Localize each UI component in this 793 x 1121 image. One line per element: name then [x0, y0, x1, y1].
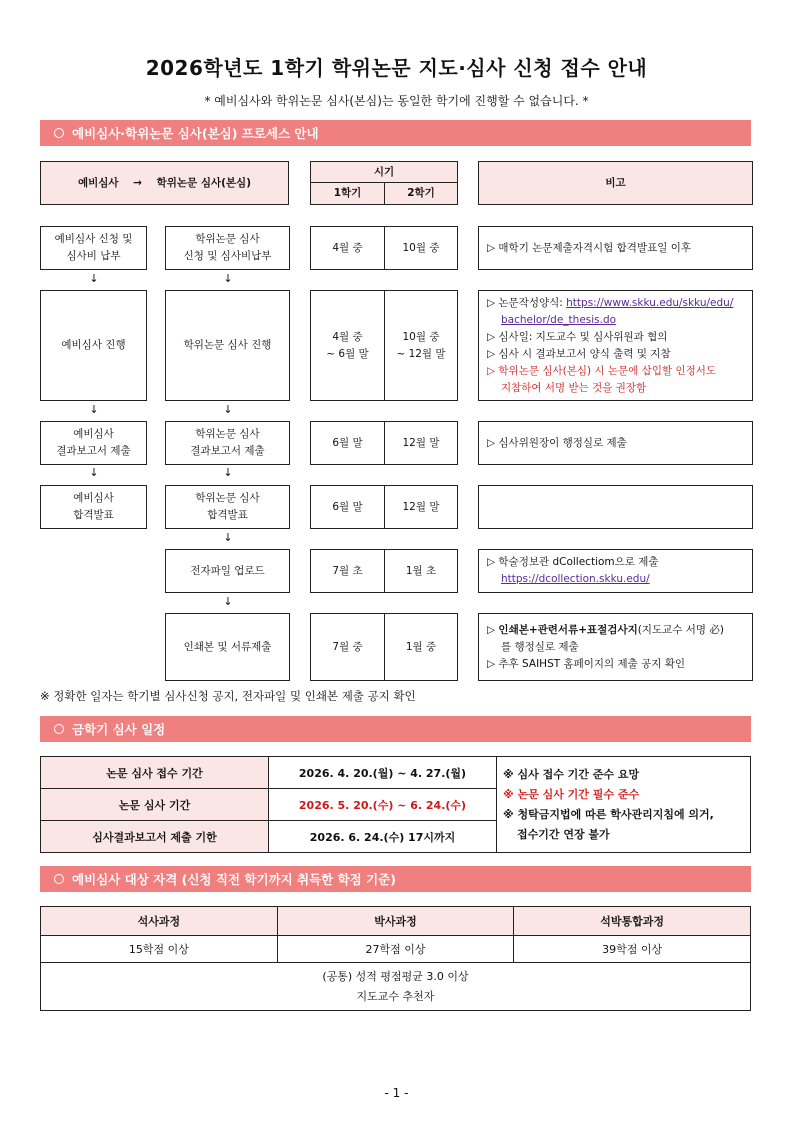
- schedule-note: 접수기간 연장 불가: [517, 827, 610, 841]
- step5-sem2: 1월 초: [384, 549, 458, 593]
- header-sem2: 2학기: [384, 182, 458, 205]
- step-main-apply: 학위논문 심사 신청 및 심사비납부: [165, 226, 290, 270]
- schedule-table: [40, 756, 751, 853]
- qualification-value: 39학점 이상: [514, 936, 751, 963]
- step-main-progress: 학위논문 심사 진행: [165, 290, 290, 401]
- section-title: 금학기 심사 일정: [72, 722, 166, 737]
- note-line: ▷ 학술정보관 dCollectiom으로 제출: [487, 556, 659, 568]
- step6-note: [478, 613, 753, 681]
- step1-sem1: 4월 중: [310, 226, 385, 270]
- qualification-table: [40, 906, 751, 1011]
- down-arrow-icon: ↓: [223, 403, 233, 416]
- qualification-value: 15학점 이상: [41, 936, 278, 963]
- note-text: ▷: [487, 624, 499, 636]
- note-text: ▷ 논문작성양식:: [487, 297, 567, 309]
- dcollection-link[interactable]: https://dcollection.skku.edu/: [501, 573, 650, 585]
- down-arrow-icon: ↓: [223, 531, 233, 544]
- header-flow: [40, 161, 289, 205]
- step2-note: [478, 290, 753, 401]
- note-line-emphasis: 지참하여 서명 받는 것을 권장함: [501, 382, 647, 394]
- schedule-label: 논문 심사 기간: [41, 789, 269, 821]
- schedule-label: 심사결과보고서 제출 기한: [41, 821, 269, 853]
- qualification-common: [41, 963, 751, 1011]
- common-requirement: 지도교수 추천자: [356, 989, 435, 1003]
- down-arrow-icon: ↓: [89, 403, 99, 416]
- page-subtitle: * 예비심사와 학위논문 심사(본심)는 동일한 학기에 진행할 수 없습니다. *: [204, 94, 589, 108]
- header-flow-text: 예비심사 → 학위논문 심사(본심): [77, 176, 251, 189]
- thesis-format-link[interactable]: bachelor/de_thesis.do: [501, 314, 617, 326]
- header-period: 시기: [310, 161, 458, 183]
- down-arrow-icon: ↓: [223, 595, 233, 608]
- step4-sem2: 12월 말: [384, 485, 458, 529]
- step-pre-progress: 예비심사 진행: [40, 290, 147, 401]
- step5-note: [478, 549, 753, 593]
- note-line: ▷ 추후 SAIHST 홈페이지의 제출 공지 확인: [487, 658, 686, 670]
- note-line: [487, 622, 746, 639]
- step2-sem2: 10월 중 ~ 12월 말: [384, 290, 458, 401]
- step3-sem2: 12월 말: [384, 421, 458, 465]
- note-line: ▷ 심사 시 결과보고서 양식 출력 및 지참: [487, 348, 671, 360]
- page-number: - 1 -: [384, 1086, 409, 1100]
- section-title: 예비심사·학위논문 심사(본심) 프로세스 안내: [72, 126, 319, 141]
- qualification-common-row: [41, 963, 751, 1011]
- common-requirement: (공통) 성적 평점평균 3.0 이상: [322, 969, 469, 983]
- down-arrow-icon: ↓: [223, 466, 233, 479]
- step4-note: [478, 485, 753, 529]
- note-line: 를 행정실로 제출: [501, 641, 579, 653]
- schedule-note: ※ 심사 접수 기간 준수 요망: [503, 767, 640, 781]
- step-pre-apply: 예비심사 신청 및 심사비 납부: [40, 226, 147, 270]
- schedule-value: 2026. 6. 24.(수) 17시까지: [269, 821, 497, 853]
- thesis-format-link[interactable]: https://www.skku.edu/skku/edu/: [566, 297, 734, 309]
- down-arrow-icon: ↓: [89, 466, 99, 479]
- qualification-row: [41, 936, 751, 963]
- qualification-header: 석박통합과정: [514, 907, 751, 936]
- step2-sem1: 4월 중 ~ 6월 말: [310, 290, 385, 401]
- section-title: 예비심사 대상 자격 (신청 직전 학기까지 취득한 학점 기준): [72, 872, 396, 887]
- down-arrow-icon: ↓: [89, 272, 99, 285]
- note-line: [487, 295, 746, 312]
- header-remarks: 비고: [478, 161, 753, 205]
- step3-sem1: 6월 말: [310, 421, 385, 465]
- note-line: ▷ 매학기 논문제출자격시험 합격발표일 이후: [487, 241, 691, 254]
- note-line: ▷ 심사위원장이 행정실로 제출: [487, 436, 627, 449]
- schedule-value: 2026. 5. 20.(수) ~ 6. 24.(수): [269, 789, 497, 821]
- step-pre-report: 예비심사 결과보고서 제출: [40, 421, 147, 465]
- page-title: 2026학년도 1학기 학위논문 지도·심사 신청 접수 안내: [145, 56, 648, 80]
- schedule-label: 논문 심사 접수 기간: [41, 757, 269, 789]
- step-main-upload: 전자파일 업로드: [165, 549, 290, 593]
- schedule-row: [41, 757, 751, 789]
- schedule-note-emphasis: ※ 논문 심사 기간 필수 준수: [503, 787, 640, 801]
- circle-bullet-icon: [54, 724, 64, 734]
- step6-sem2: 1월 중: [384, 613, 458, 681]
- step-main-print: 인쇄본 및 서류제출: [165, 613, 290, 681]
- note-text: (지도교수 서명 必): [637, 624, 724, 636]
- section-bar-schedule: [40, 716, 751, 742]
- section-bar-process: [40, 120, 751, 146]
- schedule-value: 2026. 4. 20.(월) ~ 4. 27.(월): [269, 757, 497, 789]
- step1-note: [478, 226, 753, 270]
- qualification-header: 석사과정: [41, 907, 278, 936]
- step5-sem1: 7월 초: [310, 549, 385, 593]
- circle-bullet-icon: [54, 874, 64, 884]
- step4-sem1: 6월 말: [310, 485, 385, 529]
- note-line-emphasis: ▷ 학위논문 심사(본심) 시 논문에 삽입할 인정서도: [487, 365, 717, 377]
- note-text-bold: 인쇄본+관련서류+표절검사지: [498, 624, 638, 636]
- circle-bullet-icon: [54, 128, 64, 138]
- step-main-pass: 학위논문 심사 합격발표: [165, 485, 290, 529]
- note-line: ▷ 심사일: 지도교수 및 심사위원과 협의: [487, 331, 668, 343]
- step-main-report: 학위논문 심사 결과보고서 제출: [165, 421, 290, 465]
- qualification-header-row: [41, 907, 751, 936]
- section-bar-qualification: [40, 866, 751, 892]
- schedule-notes: [497, 757, 751, 853]
- qualification-value: 27학점 이상: [277, 936, 514, 963]
- down-arrow-icon: ↓: [223, 272, 233, 285]
- step-pre-pass: 예비심사 합격발표: [40, 485, 147, 529]
- step6-sem1: 7월 중: [310, 613, 385, 681]
- footnote: ※ 정확한 일자는 학기별 심사신청 공지, 전자파일 및 인쇄본 제출 공지 확인: [40, 689, 416, 703]
- step3-note: [478, 421, 753, 465]
- qualification-header: 박사과정: [277, 907, 514, 936]
- header-sem1: 1학기: [310, 182, 385, 205]
- step1-sem2: 10월 중: [384, 226, 458, 270]
- schedule-note: ※ 청탁금지법에 따른 학사관리지침에 의거,: [503, 807, 714, 821]
